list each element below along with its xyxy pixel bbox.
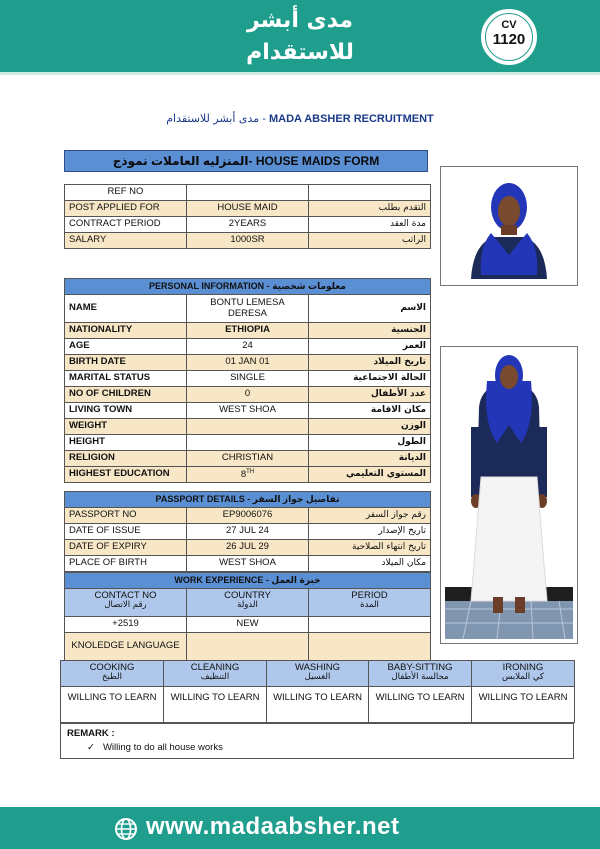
skill-cooking-en: COOKING <box>89 662 135 673</box>
ref-no-value <box>187 185 309 201</box>
skill-washing-en: WASHING <box>294 662 341 673</box>
skill-ironing-header <box>472 661 575 687</box>
table-row <box>65 508 431 524</box>
birth-place-value: WEST SHOA <box>187 556 309 572</box>
name-ar: الاسم <box>309 295 431 323</box>
col-period <box>309 589 431 617</box>
living-town-ar: مكان الاقامة <box>309 403 431 419</box>
remark-item <box>87 742 223 753</box>
remark-box <box>60 723 574 759</box>
education-label: HIGHEST EDUCATION <box>65 467 187 483</box>
skill-cleaning-ar: التنظيف <box>200 672 230 683</box>
post-value: HOUSE MAID <box>187 201 309 217</box>
full-body-photo <box>440 346 578 644</box>
religion-label: RELIGION <box>65 451 187 467</box>
table-row <box>65 524 431 540</box>
issue-date-ar: تاريخ الإصدار <box>309 524 431 540</box>
table-row <box>65 467 431 483</box>
salary-value: 1000SR <box>187 233 309 249</box>
skill-cooking-value: WILLING TO LEARN <box>61 687 164 723</box>
skill-washing-ar: الغسيل <box>304 672 331 683</box>
weight-value <box>187 419 309 435</box>
weight-label: WEIGHT <box>65 419 187 435</box>
col-country-en: COUNTRY <box>224 590 271 601</box>
issue-date-value: 27 JUL 24 <box>187 524 309 540</box>
remark-title: REMARK : <box>67 728 115 739</box>
globe-icon <box>114 817 138 841</box>
personal-info-header: PERSONAL INFORMATION - معلومات شخصية <box>65 279 431 295</box>
headshot-image <box>441 167 577 285</box>
birth-date-label: BIRTH DATE <box>65 355 187 371</box>
language-value: NEW <box>187 617 309 633</box>
passport-header: PASSPORT DETAILS - تفاصيل جواز السفر <box>65 492 431 508</box>
form-title: المنزليه العاملات نموذج- HOUSE MAIDS FORM <box>64 150 428 172</box>
table-row <box>65 295 431 323</box>
col-period-en: PERIOD <box>351 590 388 601</box>
marital-status-ar: الحالة الاجتماعية <box>309 371 431 387</box>
education-value <box>187 467 309 483</box>
table-row <box>65 339 431 355</box>
marital-status-value: SINGLE <box>187 371 309 387</box>
section-header <box>65 279 431 295</box>
personal-info-table <box>64 278 431 483</box>
table-row <box>65 355 431 371</box>
religion-value: CHRISTIAN <box>187 451 309 467</box>
company-name-ar: مدى أبشر للاستقدام <box>166 112 260 125</box>
children-label: NO OF CHILDREN <box>65 387 187 403</box>
brand-name-ar-line2: للاستقدام <box>246 40 354 65</box>
age-ar: العمر <box>309 339 431 355</box>
table-row <box>65 233 431 249</box>
skill-cleaning-en: CLEANING <box>190 662 240 673</box>
application-table <box>64 184 431 249</box>
skill-cooking-header <box>61 661 164 687</box>
contract-value: 2YEARS <box>187 217 309 233</box>
remark-text: Willing to do all house works <box>102 742 223 753</box>
skill-ironing-value: WILLING TO LEARN <box>472 687 575 723</box>
checkmark-icon: ✓ <box>87 742 95 753</box>
name-value: BONTU LEMESA DERESA <box>187 295 309 323</box>
full-body-image <box>441 347 577 643</box>
passport-no-value: EP9006076 <box>187 508 309 524</box>
children-ar: عدد الأطفال <box>309 387 431 403</box>
weight-ar: الوزن <box>309 419 431 435</box>
empty-cell <box>187 633 309 661</box>
education-ar: المستوي التعليمي <box>309 467 431 483</box>
skill-ironing-en: IRONING <box>502 662 544 673</box>
skill-cleaning-header <box>164 661 267 687</box>
skill-washing-header <box>267 661 369 687</box>
empty-cell <box>309 633 431 661</box>
contract-label: CONTRACT PERIOD <box>65 217 187 233</box>
cv-badge <box>478 6 540 68</box>
table-row <box>65 403 431 419</box>
issue-date-label: DATE OF ISSUE <box>65 524 187 540</box>
table-row <box>65 217 431 233</box>
birth-place-ar: مكان الميلاد <box>309 556 431 572</box>
table-row <box>61 687 575 723</box>
skills-table <box>60 660 575 723</box>
skill-cooking-ar: الطبخ <box>102 672 122 683</box>
contract-ar: مدة العقد <box>309 217 431 233</box>
website-link[interactable]: www.madaabsher.net <box>146 813 400 840</box>
expiry-date-value: 26 JUL 29 <box>187 540 309 556</box>
marital-status-label: MARITAL STATUS <box>65 371 187 387</box>
contact-value: +2519 <box>65 617 187 633</box>
age-value: 24 <box>187 339 309 355</box>
company-line <box>0 112 600 125</box>
post-label: POST APPLIED FOR <box>65 201 187 217</box>
birth-date-value: 01 JAN 01 <box>187 355 309 371</box>
table-row <box>65 201 431 217</box>
col-country-ar: الدولة <box>237 600 258 611</box>
brand-name-ar-line1: مدى أبشر <box>246 8 354 33</box>
expiry-date-ar: تاريخ انتهاء الصلاحية <box>309 540 431 556</box>
company-name-en: MADA ABSHER RECRUITMENT <box>268 113 434 125</box>
passport-no-label: PASSPORT NO <box>65 508 187 524</box>
table-row <box>65 451 431 467</box>
salary-ar: الراتب <box>309 233 431 249</box>
table-row <box>65 323 431 339</box>
table-row <box>65 617 431 633</box>
section-header <box>65 573 431 589</box>
nationality-label: NATIONALITY <box>65 323 187 339</box>
table-row <box>65 387 431 403</box>
living-town-value: WEST SHOA <box>187 403 309 419</box>
cv-number: 1120 <box>492 31 526 48</box>
salary-label: SALARY <box>65 233 187 249</box>
table-row <box>65 419 431 435</box>
education-suffix: TH <box>246 468 255 475</box>
table-row <box>65 589 431 617</box>
name-label: NAME <box>65 295 187 323</box>
period-value <box>309 617 431 633</box>
headshot-photo <box>440 166 578 286</box>
table-row <box>65 556 431 572</box>
height-label: HEIGHT <box>65 435 187 451</box>
skill-babysitting-header <box>369 661 472 687</box>
skill-ironing-ar: كي الملابس <box>502 672 544 683</box>
expiry-date-label: DATE OF EXPIRY <box>65 540 187 556</box>
children-value: 0 <box>187 387 309 403</box>
table-row <box>65 371 431 387</box>
table-row <box>65 435 431 451</box>
nationality-ar: الجنسية <box>309 323 431 339</box>
col-period-ar: المدة <box>360 600 379 611</box>
age-label: AGE <box>65 339 187 355</box>
passport-table <box>64 491 431 572</box>
birth-place-label: PLACE OF BIRTH <box>65 556 187 572</box>
section-header <box>65 492 431 508</box>
skill-babysitting-en: BABY-SITTING <box>387 662 453 673</box>
col-country <box>187 589 309 617</box>
table-row <box>65 185 431 201</box>
skill-cleaning-value: WILLING TO LEARN <box>164 687 267 723</box>
religion-ar: الديانة <box>309 451 431 467</box>
education-number: 8 <box>240 468 247 480</box>
banner-divider <box>0 72 600 75</box>
company-separator: - <box>262 113 266 125</box>
post-ar: التقدم بطلب <box>309 201 431 217</box>
col-contact-en: CONTACT NO <box>94 590 157 601</box>
ref-no-label: REF NO <box>65 185 187 201</box>
footer-banner <box>0 807 600 849</box>
living-town-label: LIVING TOWN <box>65 403 187 419</box>
height-ar: الطول <box>309 435 431 451</box>
nationality-value: ETHIOPIA <box>187 323 309 339</box>
language-label: KNOLEDGE LANGUAGE <box>65 633 187 661</box>
work-experience-header: WORK EXPERIENCE - خبرة العمل <box>65 573 431 589</box>
table-row <box>65 633 431 661</box>
col-contact-ar: رقم الاتصال <box>104 600 147 611</box>
col-contact <box>65 589 187 617</box>
skill-washing-value: WILLING TO LEARN <box>267 687 369 723</box>
cv-label: CV <box>501 19 517 31</box>
skill-babysitting-ar: مجالسة الأطفال <box>391 672 449 683</box>
ref-no-ar <box>309 185 431 201</box>
height-value <box>187 435 309 451</box>
skill-babysitting-value: WILLING TO LEARN <box>369 687 472 723</box>
birth-date-ar: تاريخ الميلاد <box>309 355 431 371</box>
work-experience-table <box>64 572 431 661</box>
passport-no-ar: رقم جواز السفر <box>309 508 431 524</box>
table-row <box>61 661 575 687</box>
table-row <box>65 540 431 556</box>
